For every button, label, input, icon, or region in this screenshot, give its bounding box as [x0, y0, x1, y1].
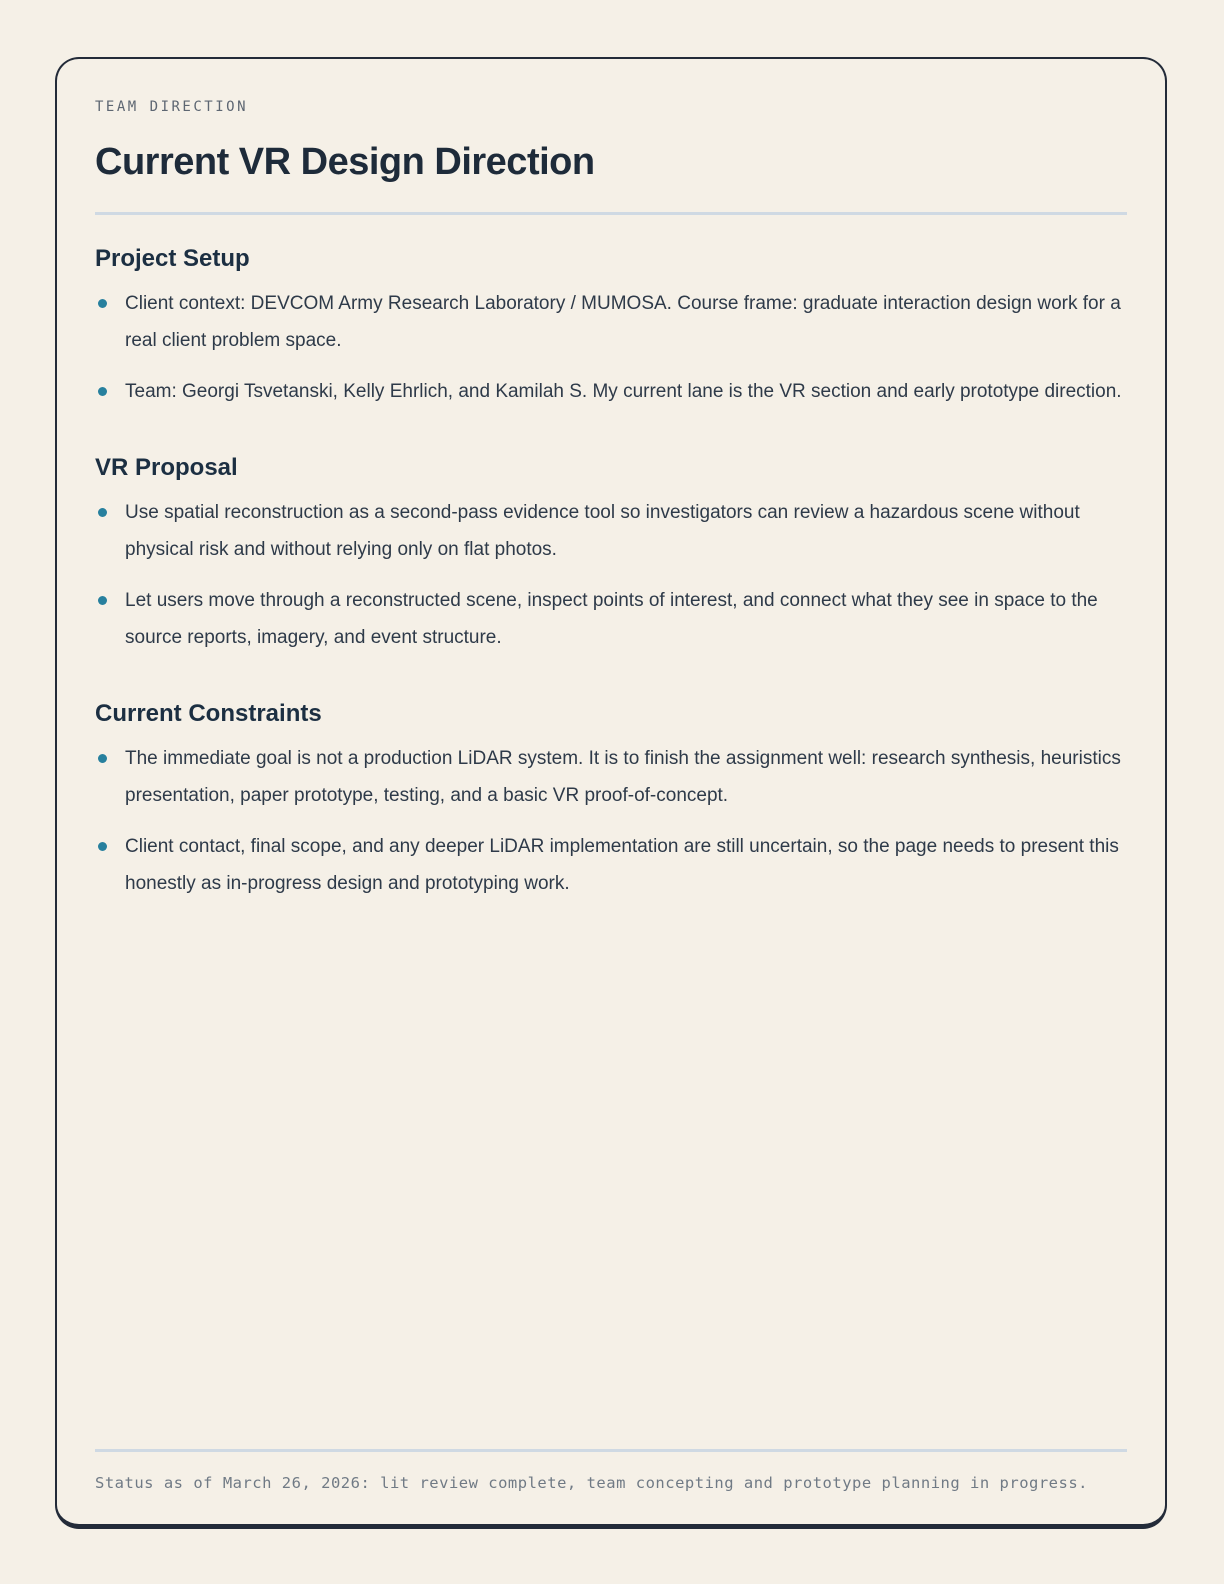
- list-item: [95, 740, 1127, 814]
- status-footer: [95, 1449, 1127, 1524]
- list-item: [95, 582, 1127, 656]
- status-text: Status as of March 26, 2026: lit review complete, team concepting and prototype planning in progress.: [95, 1474, 1089, 1492]
- bullet-dot-icon: [98, 508, 107, 517]
- section-heading-vr-proposal: VR Proposal: [95, 454, 238, 481]
- bullet-text: Let users move through a reconstructed scene, inspect points of interest, and connect what they see in space to the source reports, imagery, and event structure.: [125, 590, 1098, 648]
- bullet-text: Client context: DEVCOM Army Research Laboratory / MUMOSA. Course frame: graduate interaction design work for a real client problem space.: [125, 293, 1121, 351]
- footer-divider: [95, 1449, 1127, 1452]
- section-vr-proposal: [95, 454, 1127, 670]
- list-item: [95, 828, 1127, 902]
- bullet-text: The immediate goal is not a production LiDAR system. It is to finish the assignment well: research synthesis, heuristics presentation, paper prototype, testing, and a basic VR proof-of-concept.: [125, 748, 1121, 806]
- bullet-text: Client contact, final scope, and any deeper LiDAR implementation are still uncertain, so the page needs to present this honestly as in-progress design and prototyping work.: [125, 836, 1119, 894]
- section-heading-current-constraints: Current Constraints: [95, 700, 322, 727]
- section-project-setup: [95, 245, 1127, 424]
- page-title: Current VR Design Direction: [95, 141, 595, 183]
- bullet-list: [95, 285, 1127, 410]
- list-item: [95, 373, 1127, 410]
- list-item: [95, 285, 1127, 359]
- title-divider: [95, 212, 1127, 215]
- team-direction-card: [55, 57, 1167, 1529]
- bullet-dot-icon: [98, 387, 107, 396]
- section-current-constraints: [95, 700, 1127, 916]
- section-heading-project-setup: Project Setup: [95, 245, 250, 272]
- bullet-dot-icon: [98, 754, 107, 763]
- list-item: [95, 494, 1127, 568]
- bullet-dot-icon: [98, 842, 107, 851]
- bullet-text: Team: Georgi Tsvetanski, Kelly Ehrlich, and Kamilah S. My current lane is the VR section and early prototype direction.: [125, 381, 1122, 402]
- bullet-dot-icon: [98, 299, 107, 308]
- bullet-dot-icon: [98, 596, 107, 605]
- bullet-list: [95, 740, 1127, 902]
- bullet-list: [95, 494, 1127, 656]
- eyebrow-label: TEAM DIRECTION: [95, 99, 249, 115]
- bullet-text: Use spatial reconstruction as a second-pass evidence tool so investigators can review a hazardous scene without physical risk and without relying only on flat photos.: [125, 502, 1080, 560]
